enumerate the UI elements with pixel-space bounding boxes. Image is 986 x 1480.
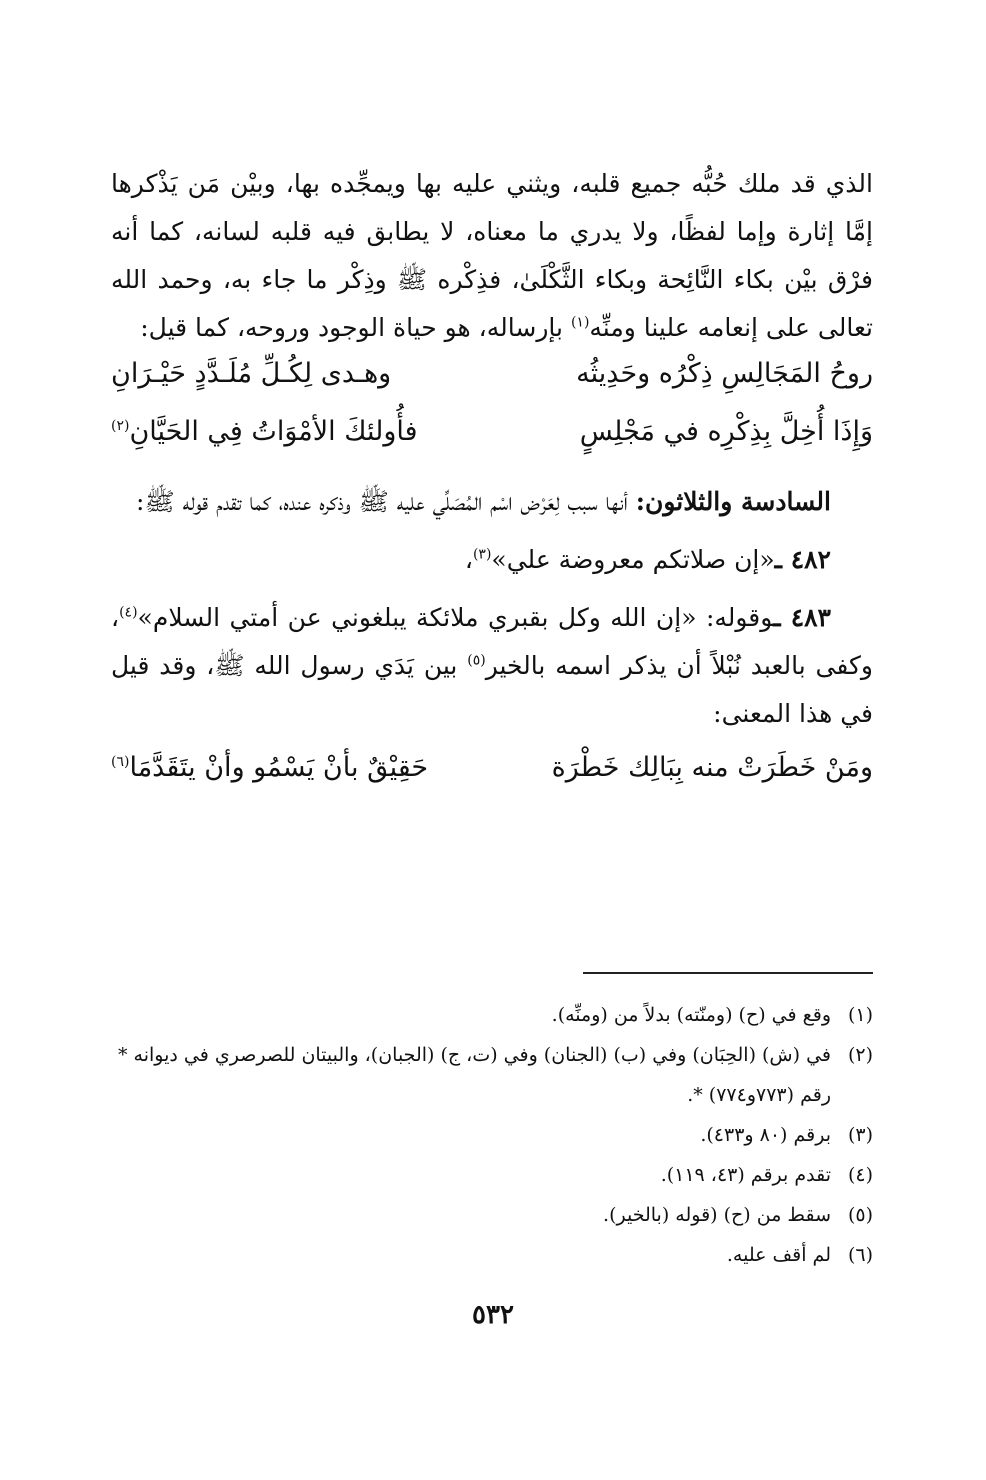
verse-2-second-hemistich xyxy=(111,416,418,447)
paragraph-1-tail: بإرساله، هو حياة الوجود وروحه، كما قيل: xyxy=(140,313,571,342)
footnote-3 xyxy=(111,1115,873,1155)
page-number: ٥٣٢ xyxy=(472,1300,514,1330)
verse-1-first-hemistich: روحُ المَجَالِسِ ذِكْرُه وحَدِيثُه xyxy=(576,358,873,389)
verse-1 xyxy=(111,352,873,410)
hadith-483 xyxy=(111,594,873,738)
footnote-ref-4[interactable]: (٤) xyxy=(119,604,138,621)
footnote-text: تقدم برقم (٤٣، ١١٩). xyxy=(660,1164,831,1186)
footnote-text: برقم (٨٠ و٤٣٣). xyxy=(700,1124,831,1146)
footnote-ref-2[interactable]: (٢) xyxy=(111,418,130,434)
footnote-number: (٦) xyxy=(847,1244,873,1266)
verse-3-second-text: حَقِيْقٌ بأنْ يَسْمُو وأنْ يتَقَدَّمَا xyxy=(129,752,429,783)
footnote-ref-1[interactable]: (١) xyxy=(570,314,590,331)
verse-3-first-hemistich: ومَنْ خَطَرَتْ منه بِبَالِك خَطْرَة xyxy=(551,752,873,783)
paragraph-1-text: الذي قد ملك حُبُّه جميع قلبه، ويثني عليه بها ويمجِّده بها، وبيْن مَن يَذْكرها إمَّا إثارة وإما لفظًا، ولا يدري ما معناه، لا يطابق فيه قلبه لسانه، كما أنه فرْق بيْن بكاء النَّائِحة وبكاء الثَّكْلَىٰ، فذِكْره ﷺ وذِكْر ما جاء به، وحمد الله تعالى على إنعامه علينا ومنِّه xyxy=(111,169,873,342)
footnote-text: سقط من (ح) (قوله (بالخير). xyxy=(603,1204,831,1226)
footnotes xyxy=(111,995,873,1275)
hadith-482-text: «إن صلاتكم معروضة علي» xyxy=(491,545,775,574)
hadith-482-end: ، xyxy=(464,545,473,574)
footnote-number: (٥) xyxy=(847,1204,873,1226)
verse-3-second-hemistich xyxy=(111,752,428,783)
prose-block xyxy=(111,160,873,352)
prose-block-2 xyxy=(111,478,873,738)
paragraph-2 xyxy=(111,478,873,526)
hadith-483-number: ٤٨٣ ـ xyxy=(773,603,831,632)
footnote-text: في (ش) (الحِبَان) وفي (ب) (الجنان) وفي (ت، ج) (الجبان)، والبيتان للصرصري في ديوانه * رقم (٧٧٣و٧٧٤) *. xyxy=(118,1044,831,1106)
footnote-number: (٣) xyxy=(847,1124,873,1146)
footnote-text: وقع في (ح) (ومنّته) بدلاً من (ومنِّه). xyxy=(551,1004,831,1026)
footnote-divider xyxy=(583,972,873,974)
verse-2-first-hemistich: وَإِذَا أُخِلَّ بِذِكْرِه في مَجْلِسٍ xyxy=(579,416,873,447)
footnote-1 xyxy=(111,995,873,1035)
hadith-483-text-c: بين يَدَي رسول الله ﷺ، وقد قيل في هذا المعنى: xyxy=(111,651,873,728)
verse-3 xyxy=(111,746,873,804)
verse-1-second-hemistich: وهـدى لِكُـلِّ مُلَـدَّدٍ حَيْـرَانِ xyxy=(111,358,392,389)
footnote-4 xyxy=(111,1155,873,1195)
paragraph-1 xyxy=(111,160,873,352)
footnote-ref-3[interactable]: (٣) xyxy=(472,546,492,563)
main-text xyxy=(111,160,873,804)
hadith-483-text-a: وقوله: «إن الله وكل بقبري ملائكة يبلغوني عن أمتي السلام» xyxy=(137,603,774,632)
footnote-ref-6[interactable]: (٦) xyxy=(111,754,130,770)
footnote-6 xyxy=(111,1235,873,1275)
footnote-text: لم أقف عليه. xyxy=(726,1244,831,1266)
hadith-482 xyxy=(111,536,873,584)
footnote-ref-5[interactable]: (٥) xyxy=(467,652,486,669)
footnote-2 xyxy=(111,1035,873,1115)
footnote-number: (٤) xyxy=(847,1164,873,1186)
footnote-5 xyxy=(111,1195,873,1235)
verse-2 xyxy=(111,410,873,468)
verse-2-second-text: فأُولئكَ الأمْوَاتُ فِي الحَيَّانِ xyxy=(129,416,418,447)
hadith-482-number: ٤٨٢ ـ xyxy=(774,545,831,574)
footnote-number: (١) xyxy=(847,1004,873,1026)
hadith-483-text-b: ، وكفى بالعبد نُبْلاً أن يذكر اسمه بالخير xyxy=(111,603,873,680)
paragraph-2-text: أنها سبب لِعَرْض اسْم المُصَلِّي عليه ﷺ وذكره عنده، كما تقدم قوله ﷺ: xyxy=(136,487,636,516)
section-heading: السادسة والثلاثون: xyxy=(635,487,831,516)
footnote-number: (٢) xyxy=(847,1044,873,1066)
